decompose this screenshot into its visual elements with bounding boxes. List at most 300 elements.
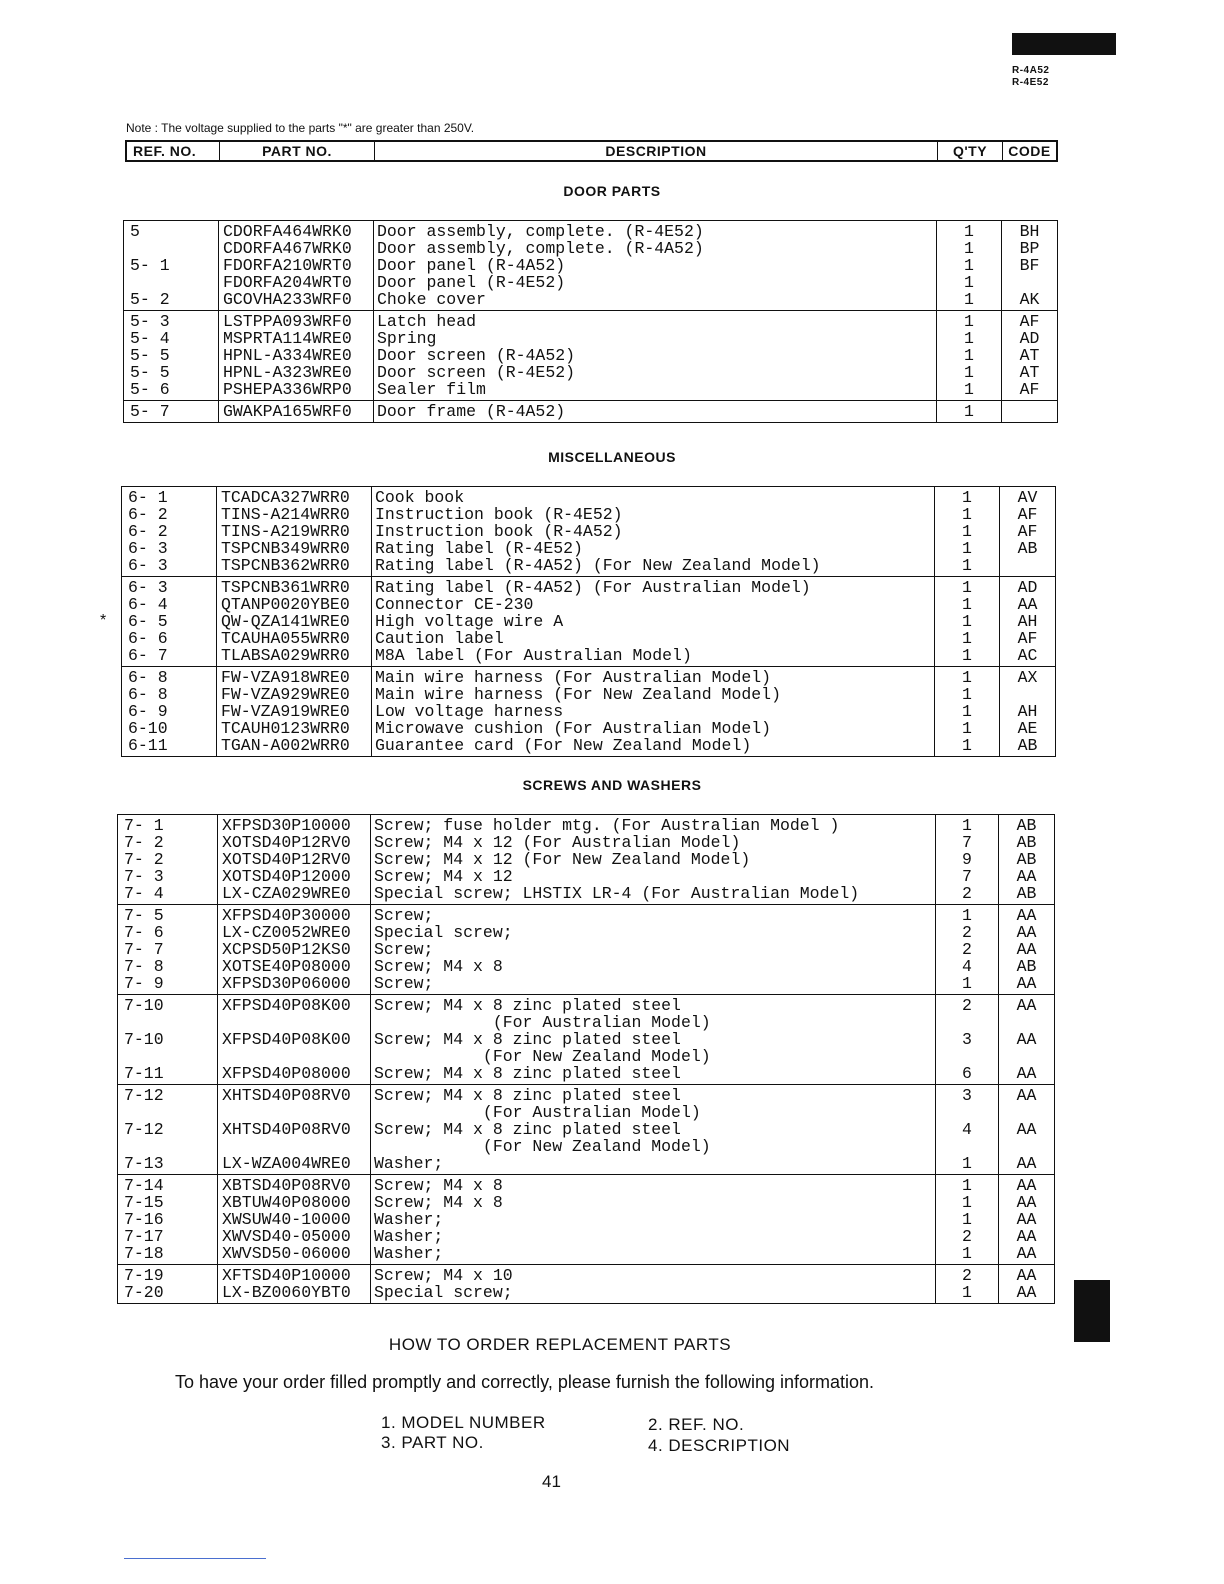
table-cell-qty: 1 (962, 1210, 972, 1229)
table-cell-qty: 2 (962, 884, 972, 903)
table-cell-code: AH (1017, 612, 1038, 631)
table-cell-ref: 7- 8 (124, 957, 164, 976)
table-cell-qty: 1 (962, 1154, 972, 1173)
table-cell-part: XOTSD40P12RV0 (222, 833, 351, 852)
qty-column (936, 1085, 999, 1174)
table-cell-desc: Door assembly, complete. (R-4A52) (377, 239, 704, 258)
table-cell-part: FW-VZA919WRE0 (221, 702, 350, 721)
part-column (218, 995, 371, 1084)
ref-column (122, 667, 217, 756)
table-cell-desc: Connector CE-230 (375, 595, 534, 614)
description-column (372, 667, 935, 756)
table-cell-desc: Main wire harness (For New Zealand Model) (375, 685, 781, 704)
table-cell-code: AD (1017, 578, 1038, 597)
table-cell-qty: 1 (962, 595, 972, 614)
qty-column (937, 311, 1002, 400)
side-tab-marker (1074, 1280, 1110, 1342)
table-cell-part: XFPSD40P08K00 (222, 1030, 351, 1049)
table-cell-ref: 7-13 (124, 1154, 164, 1173)
description-column (371, 1085, 936, 1174)
table-cell-ref: 7-17 (124, 1227, 164, 1246)
qty-column (936, 1175, 999, 1264)
code-column (1002, 401, 1057, 422)
table-cell-code (1000, 557, 1055, 574)
table-cell-part: MSPRTA114WRE0 (223, 329, 352, 348)
table-cell-qty: 1 (964, 329, 974, 348)
part-column (218, 1265, 371, 1303)
table-cell-part: XOTSE40P08000 (222, 957, 351, 976)
howto-item: 1. MODEL NUMBER (381, 1413, 546, 1432)
section-title-screws-washers: SCREWS AND WASHERS (522, 777, 702, 793)
table-cell-code: AA (1016, 1176, 1037, 1195)
description-column (374, 311, 937, 400)
table-cell-qty: 2 (962, 940, 972, 959)
table-cell-ref: 6- 1 (128, 488, 168, 507)
part-column (218, 815, 371, 904)
table-cell-code: AX (1017, 668, 1038, 687)
table-cell-ref: 5- 4 (130, 329, 170, 348)
table-cell-code: AC (1017, 646, 1038, 665)
table-cell-qty: 1 (964, 312, 974, 331)
table-cell-desc: Caution label (375, 629, 504, 648)
table-cell-code (1002, 274, 1057, 291)
table-cell-ref: 7- 9 (124, 974, 164, 993)
table-cell-desc: Low voltage harness (375, 702, 564, 721)
table-cell-desc: Main wire harness (For Australian Model) (375, 668, 772, 687)
table-cell-ref: 5- 2 (130, 290, 170, 309)
header-code: CODE (1008, 143, 1051, 159)
table-cell-ref: 6- 3 (128, 556, 168, 575)
table-cell-part: LX-BZ0060YBT0 (222, 1283, 351, 1302)
table-cell-qty: 7 (962, 833, 972, 852)
table-cell-qty: 1 (964, 380, 974, 399)
table-cell-desc: Screw; M4 x 8 (374, 957, 503, 976)
table-cell-ref: 6- 3 (128, 539, 168, 558)
table-cell-desc: Instruction book (R-4E52) (375, 505, 623, 524)
ref-column (118, 1085, 218, 1174)
table-cell-part: XFPSD40P08000 (222, 1064, 351, 1083)
ref-column (118, 815, 218, 904)
table-cell-ref: 6- 8 (128, 668, 168, 687)
table-cell-part: TGAN-A002WRR0 (221, 736, 350, 755)
table-cell-part: XHTSD40P08RV0 (222, 1086, 351, 1105)
table-cell-code: AA (1016, 1064, 1037, 1083)
table-cell-desc (374, 1031, 935, 1065)
table-cell-ref: 7-16 (124, 1210, 164, 1229)
qty-column (935, 577, 1000, 666)
description-column (374, 221, 937, 310)
table-cell-part: GCOVHA233WRF0 (223, 290, 352, 309)
table-cell-part: HPNL-A334WRE0 (223, 346, 352, 365)
table-cell-qty: 1 (962, 1283, 972, 1302)
table-cell-ref: 5- 5 (130, 363, 170, 382)
table-cell-desc: Door screen (R-4A52) (377, 346, 576, 365)
table-cell-part: TCAUHA055WRR0 (221, 629, 350, 648)
part-column (219, 401, 374, 422)
table-cell-qty: 1 (964, 239, 974, 258)
table-cell-code: AA (1016, 1154, 1037, 1173)
qty-column (936, 1265, 999, 1303)
table-cell-part: CDORFA467WRK0 (223, 239, 352, 258)
table-cell-desc: Special screw; (374, 1283, 513, 1302)
table-cell-qty: 1 (962, 906, 972, 925)
code-column (1000, 667, 1055, 756)
table-cell-qty: 1 (962, 505, 972, 524)
table-cell-part: QTANP0020YBE0 (221, 595, 350, 614)
table-cell-part: XWVSD50-06000 (222, 1244, 351, 1263)
description-column (371, 1175, 936, 1264)
table-cell-desc: High voltage wire A (375, 612, 564, 631)
ref-column (118, 905, 218, 994)
qty-column (937, 221, 1002, 310)
table-cell-ref (130, 240, 218, 257)
model-number: R-4E52 (1012, 77, 1049, 88)
table-cell-code: BF (1019, 256, 1040, 275)
table-cell-part: TCADCA327WRR0 (221, 488, 350, 507)
table-cell-qty: 1 (962, 539, 972, 558)
table-cell-desc (374, 997, 935, 1031)
table-cell-ref: 7- 1 (124, 816, 164, 835)
table-cell-code: AB (1016, 833, 1037, 852)
table-cell-ref: 7-10 (124, 1030, 164, 1049)
table-cell-ref: 6-11 (128, 736, 168, 755)
table-cell-ref: 5- 6 (130, 380, 170, 399)
table-cell-part: XFPSD30P10000 (222, 816, 351, 835)
table-cell-qty: 1 (962, 578, 972, 597)
table-cell-part: XFPSD40P08K00 (222, 996, 351, 1015)
table-cell-code: AV (1017, 488, 1038, 507)
table-cell-ref: 6- 2 (128, 522, 168, 541)
table-cell-part: FDORFA210WRT0 (223, 256, 352, 275)
howto-item: 3. PART NO. (381, 1433, 484, 1452)
code-column (999, 1175, 1054, 1264)
table-cell-code: AA (1016, 1086, 1037, 1105)
row-group (124, 221, 1057, 311)
table-cell-part: QW-QZA141WRE0 (221, 612, 350, 631)
table-cell-ref: 6- 9 (128, 702, 168, 721)
table-cell-desc: M8A label (For Australian Model) (375, 646, 692, 665)
description-column (371, 815, 936, 904)
table-cell-code (1000, 686, 1055, 703)
ref-column (124, 221, 219, 310)
table-cell-code: AA (1016, 1283, 1037, 1302)
table-cell-qty: 1 (962, 702, 972, 721)
header-part-no: PART NO. (220, 142, 375, 160)
table-cell-part: XBTUW40P08000 (222, 1193, 351, 1212)
table-cell-desc: Spring (377, 329, 437, 348)
part-column (218, 1085, 371, 1174)
ref-column (122, 577, 217, 666)
table-cell-desc: Special screw; LHSTIX LR-4 (For Australian Model) (374, 884, 860, 903)
table-cell-qty: 7 (962, 867, 972, 886)
table-cell-code: AF (1017, 505, 1038, 524)
row-group (118, 1265, 1054, 1303)
table-cell-desc: Screw; (374, 940, 434, 959)
row-group (118, 905, 1054, 995)
description-column (372, 487, 935, 576)
table-cell-part: LX-WZA004WRE0 (222, 1154, 351, 1173)
table-cell-part: TINS-A214WRR0 (221, 505, 350, 524)
ref-column (122, 487, 217, 576)
description-line-continued: (For New Zealand Model) (374, 1137, 711, 1156)
table-cell-part: TINS-A219WRR0 (221, 522, 350, 541)
howto-item: 4. DESCRIPTION (648, 1436, 791, 1455)
table-cell-code: AA (1016, 1120, 1037, 1139)
table-cell-code: BP (1019, 239, 1040, 258)
description-line-continued: (For New Zealand Model) (374, 1047, 711, 1066)
table-cell-ref: 7- 4 (124, 884, 164, 903)
row-group (124, 311, 1057, 401)
part-column (217, 667, 372, 756)
howto-title: HOW TO ORDER REPLACEMENT PARTS (388, 1335, 732, 1354)
page-number: 41 (542, 1472, 561, 1491)
table-cell-qty: 1 (962, 488, 972, 507)
miscellaneous-table (121, 486, 1056, 757)
table-cell-part: XWVSD40-05000 (222, 1227, 351, 1246)
description-line: Screw; M4 x 8 zinc plated steel (374, 1120, 681, 1139)
table-cell-code: AB (1017, 736, 1038, 755)
table-cell-desc: Latch head (377, 312, 477, 331)
howto-text: To have your order filled promptly and correctly, please furnish the following information. (175, 1372, 875, 1392)
howto-item: 2. REF. NO. (648, 1415, 745, 1434)
table-cell-ref: 5- 1 (130, 256, 170, 275)
table-cell-part: XFPSD40P30000 (222, 906, 351, 925)
table-cell-part: XWSUW40-10000 (222, 1210, 351, 1229)
qty-column (936, 995, 999, 1084)
table-cell-ref: 7-18 (124, 1244, 164, 1263)
row-group (124, 401, 1057, 422)
table-cell-qty: 1 (964, 402, 974, 421)
part-column (218, 1175, 371, 1264)
table-cell-ref: 7- 3 (124, 867, 164, 886)
ref-column (124, 401, 219, 422)
description-column (371, 1265, 936, 1303)
table-cell-code: AA (1016, 974, 1037, 993)
table-cell-part: TSPCNB361WRR0 (221, 578, 350, 597)
row-group (122, 577, 1055, 667)
ref-column (118, 1175, 218, 1264)
table-cell-desc: Special screw; (374, 923, 513, 942)
table-cell-ref: 7- 6 (124, 923, 164, 942)
table-cell-code: AF (1019, 312, 1040, 331)
model-number: R-4A52 (1012, 65, 1050, 76)
door-parts-table (123, 220, 1058, 423)
table-cell-code: AT (1019, 346, 1040, 365)
row-group (122, 667, 1055, 756)
ref-column (118, 995, 218, 1084)
voltage-note: Note : The voltage supplied to the parts "*" are greater than 250V. (126, 121, 475, 135)
code-column (1002, 311, 1057, 400)
table-cell-ref: 6- 4 (128, 595, 168, 614)
table-cell-part: XOTSD40P12RV0 (222, 850, 351, 869)
table-cell-qty: 1 (962, 736, 972, 755)
table-cell-code: AA (1016, 867, 1037, 886)
table-cell-code: AA (1016, 1227, 1037, 1246)
header-description: DESCRIPTION (375, 142, 938, 160)
table-cell-code: AB (1016, 816, 1037, 835)
table-cell-ref: 7- 7 (124, 940, 164, 959)
table-cell-part: XCPSD50P12KS0 (222, 940, 351, 959)
table-cell-desc: Screw; M4 x 10 (374, 1266, 513, 1285)
table-cell-qty: 1 (962, 816, 972, 835)
table-cell-ref: 7-14 (124, 1176, 164, 1195)
part-column (219, 221, 374, 310)
table-cell-ref: 7-12 (124, 1120, 164, 1139)
section-title-miscellaneous: MISCELLANEOUS (548, 449, 676, 465)
row-group (118, 1175, 1054, 1265)
table-cell-ref: 6- 8 (128, 685, 168, 704)
table-cell-qty: 1 (962, 668, 972, 687)
code-column (1002, 221, 1057, 310)
table-cell-code: AA (1017, 595, 1038, 614)
table-cell-code: BH (1019, 222, 1040, 241)
table-cell-desc: Washer; (374, 1154, 444, 1173)
table-cell-qty: 3 (962, 1030, 972, 1049)
table-cell-desc: Sealer film (377, 380, 486, 399)
table-cell-qty: 1 (962, 556, 972, 575)
table-cell-qty: 1 (962, 612, 972, 631)
table-cell-qty: 1 (964, 290, 974, 309)
table-cell-code: AF (1017, 522, 1038, 541)
table-cell-part: GWAKPA165WRF0 (223, 402, 352, 421)
table-cell-qty: 1 (962, 685, 972, 704)
table-cell-code: AA (1016, 940, 1037, 959)
table-cell-desc: Rating label (R-4A52) (For New Zealand Model) (375, 556, 821, 575)
table-cell-desc: Door screen (R-4E52) (377, 363, 576, 382)
description-line-continued: (For Australian Model) (374, 1103, 701, 1122)
header-ref-no: REF. NO. (127, 142, 220, 160)
table-cell-desc: Screw; M4 x 8 zinc plated steel (374, 1064, 681, 1083)
table-cell-qty: 4 (962, 957, 972, 976)
code-column (999, 995, 1054, 1084)
table-cell-qty: 2 (962, 923, 972, 942)
table-cell-qty: 1 (964, 346, 974, 365)
table-cell-desc (374, 1087, 935, 1121)
code-column (999, 905, 1054, 994)
table-cell-qty: 3 (962, 1086, 972, 1105)
description-column (372, 577, 935, 666)
table-cell-part: XBTSD40P08RV0 (222, 1176, 351, 1195)
table-cell-ref: 6- 7 (128, 646, 168, 665)
table-cell-code: AA (1016, 996, 1037, 1015)
table-cell-code: AA (1016, 1030, 1037, 1049)
header-qty: Q'TY (938, 142, 1003, 160)
table-cell-desc: Washer; (374, 1227, 444, 1246)
table-cell-part: PSHEPA336WRP0 (223, 380, 352, 399)
table-cell-qty: 1 (962, 1244, 972, 1263)
table-cell-part: TSPCNB349WRR0 (221, 539, 350, 558)
table-cell-desc: Screw; M4 x 8 (374, 1176, 503, 1195)
table-cell-ref: 7- 2 (124, 833, 164, 852)
table-cell-code: AD (1019, 329, 1040, 348)
table-header (125, 140, 1058, 162)
table-cell-ref: 6- 3 (128, 578, 168, 597)
table-cell-qty: 1 (962, 629, 972, 648)
table-cell-desc: Cook book (375, 488, 465, 507)
table-cell-part: HPNL-A323WRE0 (223, 363, 352, 382)
table-cell-ref: 5 (130, 222, 140, 241)
table-cell-code: AA (1016, 1244, 1037, 1263)
table-cell-code: AA (1016, 1193, 1037, 1212)
description-column (374, 401, 937, 422)
table-cell-qty: 1 (964, 256, 974, 275)
table-cell-ref: 6-10 (128, 719, 168, 738)
table-cell-code: AA (1016, 1210, 1037, 1229)
table-cell-ref: 7- 2 (124, 850, 164, 869)
section-tab-marker (1012, 33, 1116, 55)
model-numbers (1012, 65, 1049, 89)
code-column (1000, 487, 1055, 576)
code-column (999, 1265, 1054, 1303)
description-line: Screw; M4 x 8 zinc plated steel (374, 1086, 681, 1105)
table-cell-code: AB (1017, 539, 1038, 558)
table-cell-qty: 1 (962, 1193, 972, 1212)
table-cell-desc: Screw; M4 x 12 (For New Zealand Model) (374, 850, 751, 869)
table-cell-ref: 6- 2 (128, 505, 168, 524)
table-cell-qty: 6 (962, 1064, 972, 1083)
description-column (371, 995, 936, 1084)
table-cell-qty: 9 (962, 850, 972, 869)
table-cell-part: FW-VZA929WRE0 (221, 685, 350, 704)
table-cell-part: LX-CZ0052WRE0 (222, 923, 351, 942)
qty-column (936, 815, 999, 904)
code-column (1000, 577, 1055, 666)
table-cell-code: AA (1016, 906, 1037, 925)
table-cell-desc: Rating label (R-4A52) (For Australian Model) (375, 578, 811, 597)
table-cell-qty: 1 (964, 222, 974, 241)
table-cell-qty: 2 (962, 1227, 972, 1246)
table-cell-code: AH (1017, 702, 1038, 721)
table-cell-ref: 6- 6 (128, 629, 168, 648)
table-cell-ref: 5- 5 (130, 346, 170, 365)
part-column (218, 905, 371, 994)
table-cell-ref: 7-12 (124, 1086, 164, 1105)
row-group (122, 487, 1055, 577)
table-cell-code: AB (1016, 884, 1037, 903)
description-line-continued: (For Australian Model) (374, 1013, 711, 1032)
table-cell-desc: Instruction book (R-4A52) (375, 522, 623, 541)
table-cell-part: XOTSD40P12000 (222, 867, 351, 886)
table-cell-desc: Choke cover (377, 290, 486, 309)
qty-column (937, 401, 1002, 422)
table-cell-qty: 2 (962, 1266, 972, 1285)
table-cell-part: TLABSA029WRR0 (221, 646, 350, 665)
table-cell-part: TSPCNB362WRR0 (221, 556, 350, 575)
screws-washers-table (117, 814, 1055, 1304)
table-cell-qty: 1 (964, 363, 974, 382)
table-cell-part: CDORFA464WRK0 (223, 222, 352, 241)
table-cell-code: AB (1016, 850, 1037, 869)
part-column (219, 311, 374, 400)
table-cell-desc: Door panel (R-4A52) (377, 256, 566, 275)
table-cell-part: XFPSD30P06000 (222, 974, 351, 993)
table-cell-part: FDORFA204WRT0 (223, 273, 352, 292)
table-cell-ref: 5- 3 (130, 312, 170, 331)
table-cell-ref: 7-10 (124, 996, 164, 1015)
ref-column (118, 1265, 218, 1303)
table-cell-ref: 7-15 (124, 1193, 164, 1212)
part-column (217, 487, 372, 576)
table-cell-part: LX-CZA029WRE0 (222, 884, 351, 903)
table-cell-desc: Screw; M4 x 8 (374, 1193, 503, 1212)
description-line: Screw; M4 x 8 zinc plated steel (374, 1030, 681, 1049)
description-line: Screw; M4 x 8 zinc plated steel (374, 996, 681, 1015)
table-cell-qty: 1 (962, 646, 972, 665)
table-cell-ref: 7-11 (124, 1064, 164, 1083)
table-cell-part: TCAUH0123WRR0 (221, 719, 350, 738)
table-cell-desc: Washer; (374, 1210, 444, 1229)
table-cell-desc: Screw; fuse holder mtg. (For Australian Model ) (374, 816, 840, 835)
